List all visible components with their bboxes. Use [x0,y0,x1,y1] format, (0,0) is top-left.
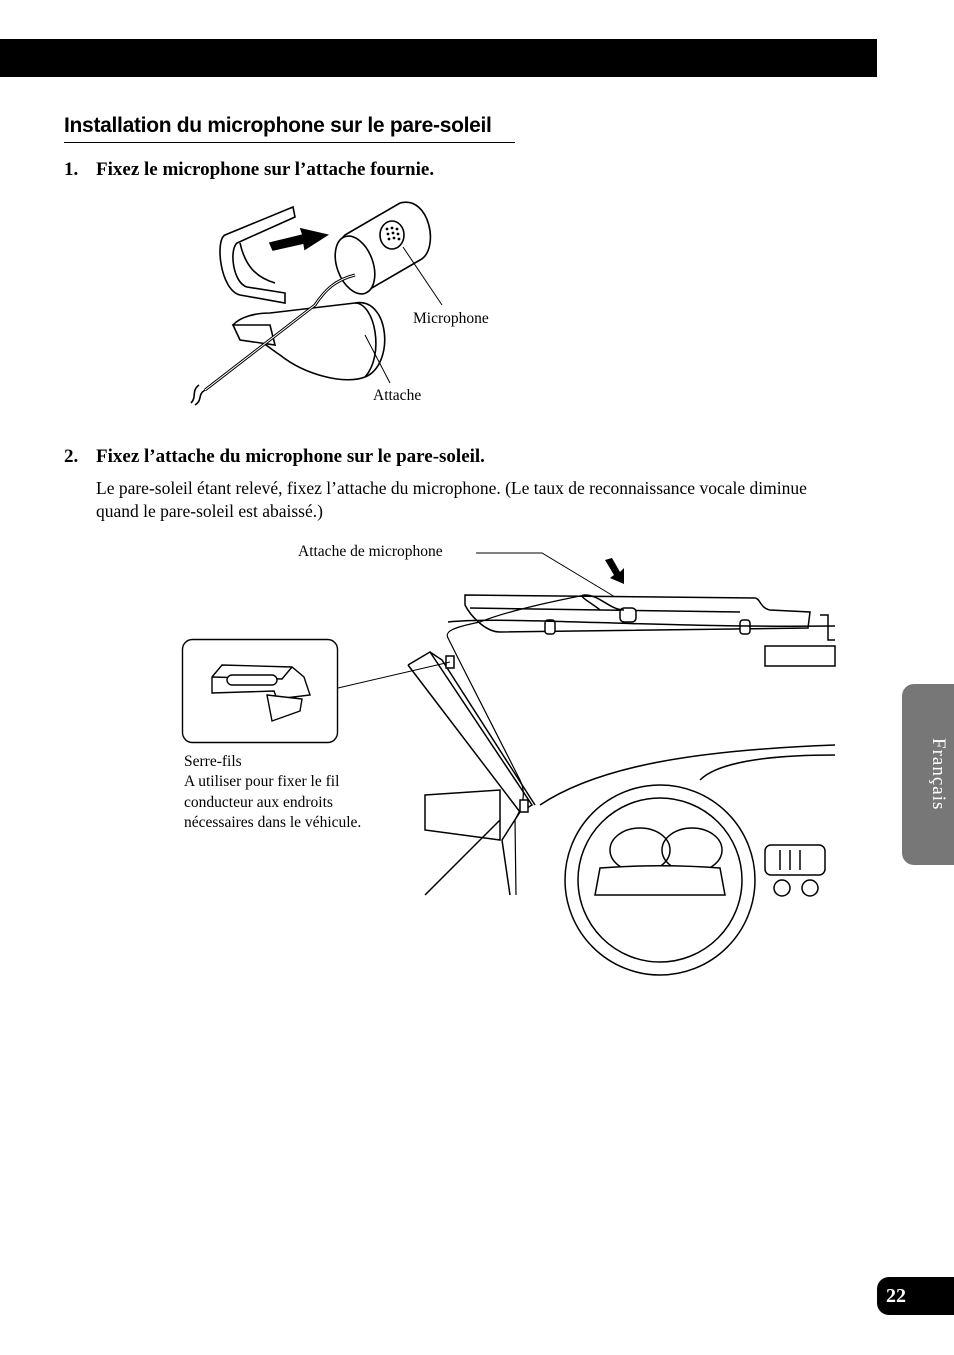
serre-fils-caption [184,752,384,833]
step-1-number: 1. [64,159,79,180]
step-2-number: 2. [64,446,79,467]
label-clip: Attache de microphone [298,543,443,560]
section-title: Installation du microphone sur le pare-soleil [64,112,515,143]
language-tab-label: Français [928,738,949,811]
microphone-clip-illustration [185,195,445,415]
step-2-text: Fixez l’attache du microphone sur le pare-soleil. [96,446,485,467]
microphone-cable-route [447,595,585,895]
page-number: 22 [877,1277,954,1315]
step-2-body: Le pare-soleil étant relevé, fixez l’attache du microphone. (Le taux de reconnaissance vocale diminue quand le pare-soleil est abaissé.) [96,478,807,521]
label-microphone: Microphone [413,310,489,327]
serre-fils-title: Serre-fils [184,753,242,770]
label-attache: Attache [373,387,422,404]
step-1 [64,158,434,182]
microphone-grille-icon [386,227,401,241]
insert-arrow-icon [270,229,327,250]
step-2 [64,445,485,469]
side-mirror [425,790,500,840]
language-tab [902,684,954,865]
serre-fils-description: A utiliser pour fixer le fil conducteur aux endroits nécessaires dans le véhicule. [184,773,362,831]
clip-hook [220,207,295,303]
header-bar [0,39,877,77]
cable-clamp-inset [182,639,338,743]
press-arrow-icon [605,558,624,584]
step-1-text: Fixez le microphone sur l’attache fournie. [96,159,435,180]
